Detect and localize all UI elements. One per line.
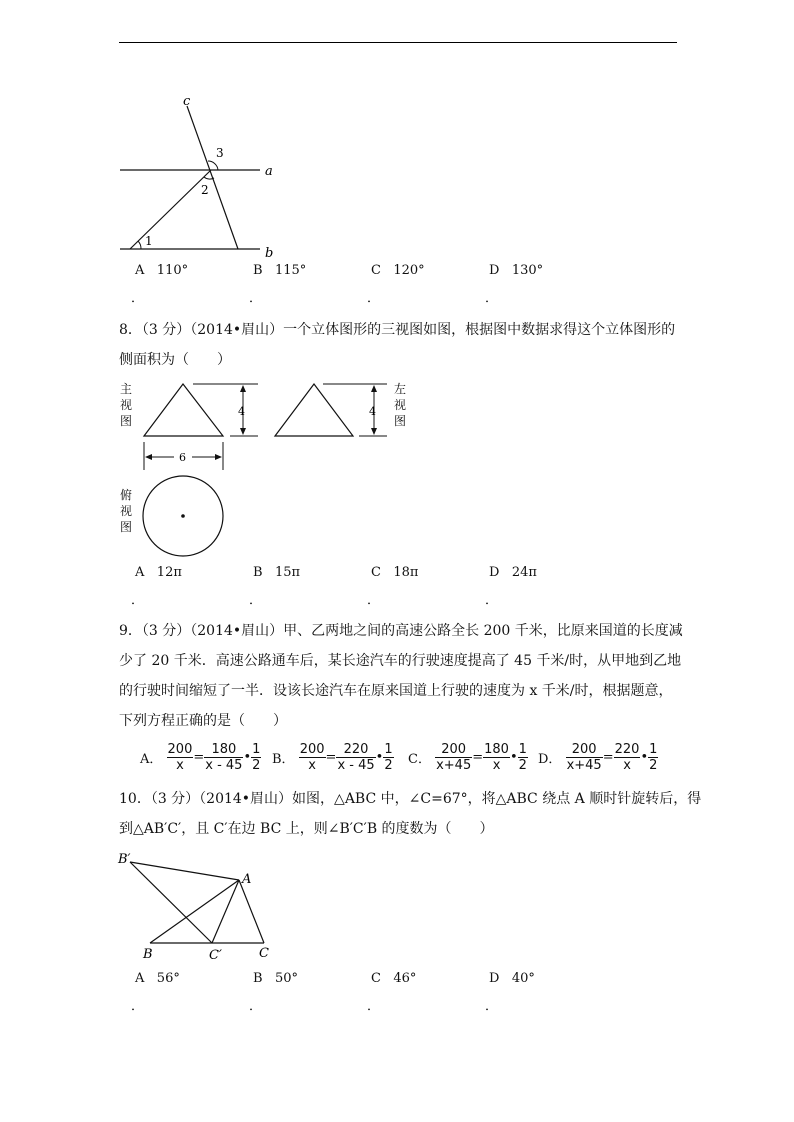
fraction: $\frac{1}{2}$ (384, 742, 393, 773)
q9-text-line3: 的行驶时间缩短了一半．设该长途汽车在原来国道上行驶的速度为 x 千米/时，根据题意， (119, 683, 673, 699)
front-view-triangle (144, 384, 223, 436)
label-2: 2 (201, 183, 209, 197)
fraction: $\frac{220}{x}$ (614, 742, 640, 773)
front-view-label: 主视图 (120, 382, 133, 428)
q10-text-line2: 到△AB′C′，且 C′在边 BC 上，则∠B′C′B 的度数为（ ） (119, 821, 494, 837)
q10-dot-b: ． (249, 999, 263, 1014)
q8-dot-a: ． (131, 593, 145, 608)
q10-dot-a: ． (131, 999, 145, 1014)
q8-option-c[interactable]: C 18π (371, 565, 419, 580)
q10-dot-d: ． (485, 999, 499, 1014)
line-c (187, 106, 238, 249)
fraction: $\frac{1}{2}$ (252, 742, 261, 773)
seg-Bp-Cp (130, 862, 212, 943)
q7-option-b[interactable]: B 115° (253, 263, 307, 278)
label-B: B (143, 947, 153, 962)
q10-option-a[interactable]: A 56° (135, 971, 180, 986)
q9-option-c[interactable]: C． $\frac{200}{x+45}$ = $\frac{180}{x}$ • $\frac{1}{2}$ (408, 742, 527, 773)
label-c: c (183, 94, 191, 109)
q9-text-line4: 下列方程正确的是（ ） (119, 713, 287, 729)
q8-dot-d: ． (485, 593, 499, 608)
fraction: $\frac{180}{x - 45}$ (205, 742, 243, 773)
q10-option-b[interactable]: B 50° (253, 971, 299, 986)
q7-dot-d: ． (485, 291, 499, 306)
q8-text-line2: 侧面积为（ ） (119, 352, 231, 368)
q7-parallel-lines-figure (110, 90, 290, 265)
q7-dot-b: ． (249, 291, 263, 306)
side-view-label: 左视图 (394, 382, 407, 428)
q9-option-b[interactable]: B． $\frac{200}{x}$ = $\frac{220}{x - 45}$ • $\frac{1}{2}$ (272, 742, 393, 773)
q7-option-d[interactable]: D 130° (489, 263, 544, 278)
fraction: $\frac{200}{x+45}$ (566, 742, 602, 773)
q9-text-line2: 少了 20 千米．高速公路通车后，某长途汽车的行驶速度提高了 45 千米/时，从甲地到乙地 (119, 653, 682, 669)
fraction: $\frac{1}{2}$ (518, 742, 527, 773)
label-Cp: C′ (209, 948, 222, 963)
front-height-label: 4 (238, 405, 245, 418)
fraction: $\frac{200}{x}$ (167, 742, 193, 773)
q8-option-a[interactable]: A 12π (135, 565, 182, 580)
q7-option-a[interactable]: A 110° (135, 263, 189, 278)
q8-three-views-figure (112, 378, 422, 558)
fraction: $\frac{200}{x+45}$ (436, 742, 472, 773)
top-view-center-dot (181, 514, 185, 518)
slanted-segment (130, 170, 211, 249)
fraction: $\frac{180}{x}$ (484, 742, 509, 773)
width-label: 6 (179, 451, 186, 464)
q10-option-c[interactable]: C 46° (371, 971, 417, 986)
header-rule (119, 42, 677, 43)
q10-dot-c: ． (367, 999, 381, 1014)
label-1: 1 (145, 234, 153, 248)
seg-Bp-A (130, 862, 239, 880)
top-view-label: 俯视图 (120, 488, 133, 534)
q7-dot-a: ． (131, 291, 145, 306)
label-A: A (242, 872, 252, 887)
q7-dot-c: ． (367, 291, 381, 306)
side-view-triangle (275, 384, 353, 436)
label-a: a (265, 164, 273, 179)
q9-option-a[interactable]: A． $\frac{200}{x}$ = $\frac{180}{x - 45}$ • $\frac{1}{2}$ (140, 742, 261, 773)
side-height-label: 4 (369, 405, 376, 418)
seg-A-C (239, 880, 264, 943)
q8-option-d[interactable]: D 24π (489, 565, 537, 580)
q10-text-line1: 10．（3 分）（2014•眉山）如图，△ABC 中，∠C=67°，将△ABC 绕点 A 顺时针旋转后，得 (119, 791, 702, 807)
fraction: $\frac{1}{2}$ (649, 742, 658, 773)
q8-dot-b: ． (249, 593, 263, 608)
label-b: b (265, 246, 274, 261)
fraction: $\frac{220}{x - 45}$ (337, 742, 375, 773)
label-Bp: B′ (118, 852, 131, 867)
label-C: C (259, 946, 269, 961)
angle-1-arc (138, 241, 141, 249)
q7-option-c[interactable]: C 120° (371, 263, 425, 278)
q8-text-line1: 8．（3 分）（2014•眉山）一个立体图形的三视图如图，根据图中数据求得这个立体图形的 (119, 322, 676, 338)
label-3: 3 (216, 146, 224, 160)
q8-dot-c: ． (367, 593, 381, 608)
q10-rotation-figure (112, 845, 292, 965)
q9-option-d[interactable]: D． $\frac{200}{x+45}$ = $\frac{220}{x}$ • $\frac{1}{2}$ (538, 742, 658, 773)
q9-text-line1: 9．（3 分）（2014•眉山）甲、乙两地之间的高速公路全长 200 千米，比原来国道的长度减 (119, 623, 683, 639)
fraction: $\frac{200}{x}$ (299, 742, 325, 773)
q10-option-d[interactable]: D 40° (489, 971, 535, 986)
q8-option-b[interactable]: B 15π (253, 565, 301, 580)
